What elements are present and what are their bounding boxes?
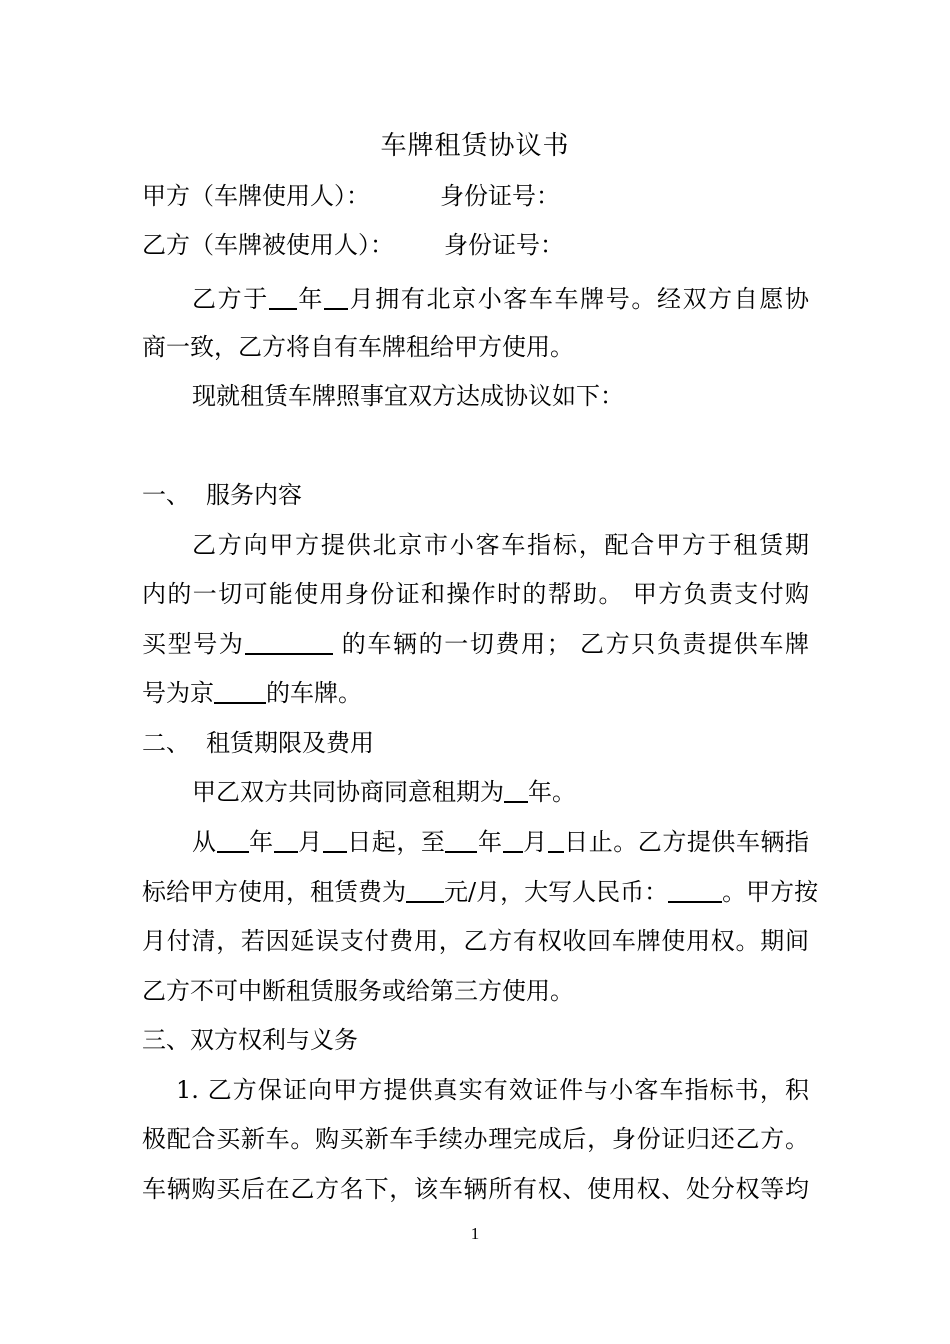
section-2-text-2g: 日止。乙方提供车辆指 [563, 828, 810, 856]
section-3-line-1: 1. 乙方保证向甲方提供真实有效证件与小客车指标书，积 [176, 1076, 809, 1104]
section-2-text-2d: 日起，至 [346, 828, 446, 856]
section-1-line-4 [142, 677, 822, 709]
intro-line-3: 现就租赁车牌照事宜双方达成协议如下： [192, 382, 624, 410]
section-2-heading [142, 727, 822, 759]
vehicle-model-blank [245, 629, 333, 655]
start-year-blank [217, 827, 249, 853]
section-3-line-2: 极配合买新车。购买新车手续办理完成后，身份证归还乙方。 [142, 1125, 809, 1153]
section-2-line-3 [142, 876, 819, 908]
party-a-id-label: 身份证号： [440, 182, 560, 210]
section-2-text-1b: 年。 [528, 778, 576, 806]
document-title: 车牌租赁协议书 [380, 131, 570, 161]
intro-text-1b: 年 [296, 285, 325, 313]
monthly-fee-blank [406, 877, 444, 903]
intro-line-2: 商一致，乙方将自有车牌租给甲方使用。 [142, 333, 574, 361]
section-2-number: 二、 [142, 729, 190, 757]
section-3-heading: 三、双方权利与义务 [142, 1026, 358, 1054]
section-1-title: 服务内容 [206, 481, 302, 509]
party-a-line [142, 180, 822, 212]
intro-text-1a: 乙方于 [192, 285, 269, 313]
start-month-blank [274, 827, 298, 853]
intro-text-1c: 月拥有北京小客车车牌号。经双方自愿协 [348, 285, 810, 313]
section-2-text-3b: 元/月，大写人民币： [444, 878, 669, 906]
start-day-blank [323, 827, 347, 853]
section-2-text-2c: 月 [297, 828, 323, 856]
end-year-blank [445, 827, 477, 853]
section-1-line-1: 乙方向甲方提供北京市小客车指标，配合甲方于租赁期 [192, 531, 809, 559]
term-years-blank [504, 777, 528, 803]
section-2-text-2a: 从 [192, 828, 217, 856]
section-2-line-2 [192, 826, 809, 858]
intro-line-1 [192, 283, 809, 315]
section-1-text-3b: 的车辆的一切费用； 乙方只负责提供车牌 [332, 630, 809, 658]
section-1-line-3 [142, 628, 809, 660]
end-month-blank [503, 827, 523, 853]
year-blank [269, 284, 297, 310]
section-2-text-3a: 标给甲方使用，租赁费为 [142, 878, 406, 906]
page-number: 1 [470, 1224, 480, 1243]
party-b-label: 乙方（车牌被使用人）： [142, 231, 394, 259]
section-1-text-3a: 买型号为 [142, 630, 245, 658]
month-blank [324, 284, 348, 310]
plate-number-blank [214, 678, 266, 704]
section-1-text-4b: 的车牌。 [266, 679, 362, 707]
section-2-text-2e: 年 [477, 828, 503, 856]
party-b-line [142, 229, 822, 261]
section-2-text-2f: 月 [522, 828, 548, 856]
section-2-line-5: 乙方不可中断租赁服务或给第三方使用。 [142, 977, 574, 1005]
section-1-text-4a: 号为京 [142, 679, 214, 707]
fee-in-words-blank [668, 877, 722, 903]
section-1-line-2: 内的一切可能使用身份证和操作时的帮助。 甲方负责支付购 [142, 580, 809, 608]
section-2-line-1 [192, 776, 872, 808]
section-2-text-3c: 。甲方按 [722, 878, 819, 906]
party-a-label: 甲方（车牌使用人）： [142, 182, 370, 210]
section-2-text-2b: 年 [248, 828, 274, 856]
section-1-heading [142, 479, 822, 511]
end-day-blank [548, 827, 564, 853]
section-2-title: 租赁期限及费用 [206, 729, 374, 757]
party-b-id-label: 身份证号： [444, 231, 564, 259]
section-3-line-3: 车辆购买后在乙方名下，该车辆所有权、使用权、处分权等均 [142, 1175, 809, 1203]
section-2-line-4: 月付清，若因延误支付费用，乙方有权收回车牌使用权。期间 [142, 927, 809, 955]
section-1-number: 一、 [142, 481, 190, 509]
section-2-text-1a: 甲乙双方共同协商同意租期为 [192, 778, 504, 806]
